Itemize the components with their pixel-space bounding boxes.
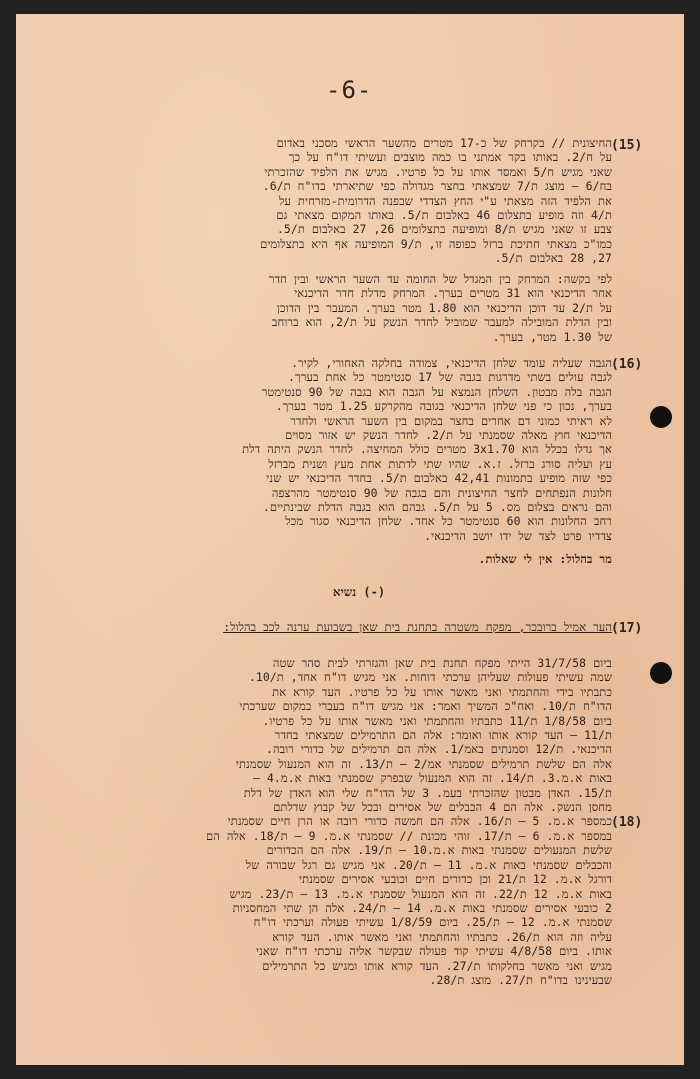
- text-line: צבע זו שאני מגיש ת/8 ומופיעה בתצלומים 26, 27 באלבום ת/5.: [276, 222, 612, 237]
- document-page: [16, 14, 684, 1065]
- text-line: ת/4 וזה מופיע בתצלום 46 באלבום ת/5. באותו המקום מצאתי גם: [276, 208, 612, 223]
- text-line: אך גדלו בכלל הוא 3x1.70 מטרים כולל המחיצה. לחדר הנשק היתה דלת: [242, 442, 612, 457]
- text-line: לפי בקשה: המרחק בין המגדל של החומה עד השער הראשי ובין חדר: [268, 272, 612, 286]
- text-line: עץ ועליה סורג ברזל. ז.א. שהיו שתי לדתות אחת מעץ ושנית מברזל: [268, 456, 612, 471]
- text-line: והם נראים בצלום מס. 5 על ת/5. גבהם הוא בגבה הדלת שבינתיים.: [262, 500, 612, 515]
- paragraph-number-17: (17): [611, 621, 643, 636]
- text-line: עליה וזה הוא ת/26. כתבתיו והחתמתי ואני מאשר אותו. העד קורא: [272, 929, 612, 944]
- text-line: ביום 1/8/58 ת/11 כתבתיו והחתמתי ואני מאשר אותו על כל פרטיו.: [262, 713, 612, 728]
- text-line: אחר הדיכנאי הוא 31 מטרים בערך. המרחק מדלת חדר הדיכנאי: [294, 286, 612, 301]
- paragraph-17-text: [106, 656, 612, 987]
- paragraph-16-text: [106, 356, 612, 543]
- text-line: רחב החלונות הוא 60 סנטימטר כל אחד. שלחן הדיכנאי סגור מכל: [285, 514, 612, 529]
- text-line: החיצונית // בקרחק של כ-17 מטרים מהשער הראשי מסכני באדום: [276, 136, 612, 150]
- text-line: בערך, נכון כי פני שלחן הדיכנאי בגובה מהקרקע 1.25 מטר בערך.: [275, 399, 612, 414]
- text-line: באות א.מ. 12 ת/22. זה הוא המנעול שסמנתי א.מ. 13 – ת/23. מגיש: [229, 886, 612, 901]
- text-line: הדו"ח ת/10. ואח"כ המשיך ואמר: אני מגיש דו"ח בעברי במקום שערכתי: [239, 699, 612, 714]
- punch-hole-upper: [650, 406, 672, 428]
- text-line: שבעינינו בדו"ח ת/27. מוצג ת/28.: [429, 972, 612, 987]
- text-line: הגבה שעליה עומד שלחן הדיכנאי, צמודה בחלקה האחורי, לקיר.: [291, 356, 612, 370]
- text-line: ובין הדלת המובילה למעבר שמוביל לחדר הנשק על ת/2, הוא ברוחב: [271, 315, 612, 330]
- text-line: במספר א.מ. 6 – ת/17. זוהי מכונת // שסמנתי א.מ. 9 – ת/18. אלה הם: [206, 828, 612, 843]
- text-line: צדדיו פרט לצד של ידו יושב הדיכנאי.: [424, 528, 612, 543]
- text-line: דורגל א.מ. 12 ת/21 וכן כדורים חיים וכובעי אסירים שסמנתי: [299, 872, 612, 887]
- text-line: חלונות הנפתחים לחצר החיצונית והם בגבה של 90 סנטימטר מהרצפה: [271, 485, 612, 500]
- president-signature-line: (-) נשיא: [332, 585, 386, 599]
- text-line: ת/15. האדן מבטון שהזכרתי בעמ. 3 של הדו"ח שלי הוא האדן של דלת: [243, 785, 612, 800]
- text-line: כתבתיו בידי והחתמתי ואני מאשר אותו על כל פרטיו. העד קורא את: [272, 684, 612, 699]
- text-line: של 1.30 מטר, בערך.: [492, 329, 612, 344]
- text-line: שמה עשיתי פעולות שעליהן ערכתי דוחות. אני מגיש דו"ח אחד, ת/10.: [248, 670, 612, 685]
- text-line: 27, 28 באלבום ת/5.: [494, 251, 612, 266]
- text-line: על ת/2 עד דוכן הדיכנאי הוא 1.80 מטר בערך. המעבר בין הדוכן: [276, 300, 612, 315]
- text-line: את הלפיד הזה מצאתי ע"י החץ הצדדי שבפנה הדרומית-מזרחית על: [279, 193, 612, 208]
- text-line: בח/6 – מוצג ת/7 שמצאתי בחצר מגדולה כפי שתיארתי בדו"ח ת/6.: [262, 179, 612, 194]
- text-line: באות א.מ.3. ת/14. זה הוא המנעול שבפרק שסמנתי באות א.מ.4 –: [253, 771, 612, 786]
- text-line: 2 כובעי אסירים שסמנתי באות א.מ. 14 – ת/24. אלה הן שתי המחסניות: [232, 900, 612, 915]
- text-line: והכבלים שסמנתי באות א.מ. 11 – ת/20. אני מגיש גם רגל שבורה של: [245, 857, 612, 872]
- punch-hole-lower: [650, 662, 672, 684]
- text-line: הדיכנאי. ת/12 וסמנתים באמ/1. אלה הם תרמילים של כדורי רובה.: [266, 742, 612, 757]
- text-line: כמו"כ מצאתי חתיכת ברזל כפופה זו, ת/9 המופיעה אף היא בתצלומים: [260, 236, 612, 251]
- text-line: לגבה עולים בשתי מדרגות בגבה של 17 סנטימטר כל אחת בערך.: [288, 370, 612, 385]
- text-line: הגבה בלה מבטון. השלחן הנמצא על הגבה הוא בגבה של 90 סנטימטר: [261, 384, 612, 399]
- court-remark: מר בהלול: אין לי שאלות.: [478, 552, 612, 566]
- text-line: מגיש ואני מאשר בחלקותו ת/27. העד קורא אותו ומגיש כל התרמילים: [262, 958, 612, 973]
- paragraph-number-18: (18): [611, 815, 643, 830]
- text-line: אותו. ביום 4/8/58 עשיתי קוד פעולה שבקשר אליה ערכתי דו"ח שאני: [256, 944, 612, 959]
- paragraph-number-16: (16): [611, 357, 643, 372]
- witness-heading: הער אמיל ברובכר, מפקח משטרה בתחנת בית שאן בשבועת ערנה לכב בהלול:: [223, 620, 612, 634]
- text-line: מחסן הנשק. אלה הם 4 הכבלים של אסירים ובכל של קבוץ שדלתם: [273, 800, 612, 815]
- text-line: שסמנתי א.מ. 12 – ת/25. ביום 1/8/59 עשיתי פעולה וערכתי דו"ח: [253, 915, 612, 930]
- text-line: כמספר א.מ. 5 – ת/16. אלה הם חמשה כדורי רובה או הרן חיים שסמנתי: [227, 814, 612, 829]
- paragraph-15-text: [106, 136, 612, 266]
- text-line: על ח/2. באותו בקר אמתני בו כמה מוצבים ועשיתי דו"ח על כך: [288, 150, 612, 165]
- paragraph-number-15: (15): [611, 138, 643, 153]
- paragraph-request-text: [106, 272, 612, 344]
- text-line: אלה הם שלשת תרמילים שסמנתי אמ/2 – ת/13. זה הוא המנעול שסמנתי: [235, 756, 612, 771]
- text-line: ת/11 – העד קורא אותו ואומר: אלה הם התרמילים שמצאתי בחדר: [274, 728, 612, 743]
- text-line: הדיכנאי חוץ מאלה שסמנתי על ת/2. לחדר הנשק יש אזור מסוים: [285, 428, 612, 443]
- page-number: -6-: [326, 76, 373, 104]
- text-line: שאני מגיש ח/5 ואמסר אותו על כל פרטיו. מגיש את הלפיד שהזכרתי: [264, 164, 612, 179]
- text-line: כפי שזה מופיע בתמונות 42,41 באלבום ת/5. בחדר הדיכנאי יש שני: [266, 471, 612, 486]
- text-line: לא ראיתי כמוני דם אחרים בחצר במקום בין השער הראשי ולחדר: [290, 413, 612, 428]
- text-line: שלשת המנעולים שסמנתי באות א.מ.10 – ת/19. אלה הם הכדורים: [266, 843, 612, 858]
- text-line: ביום 31/7/58 הייתי מפקח תחנת בית שאן והגזרתי לבית סהר שטה: [272, 656, 612, 670]
